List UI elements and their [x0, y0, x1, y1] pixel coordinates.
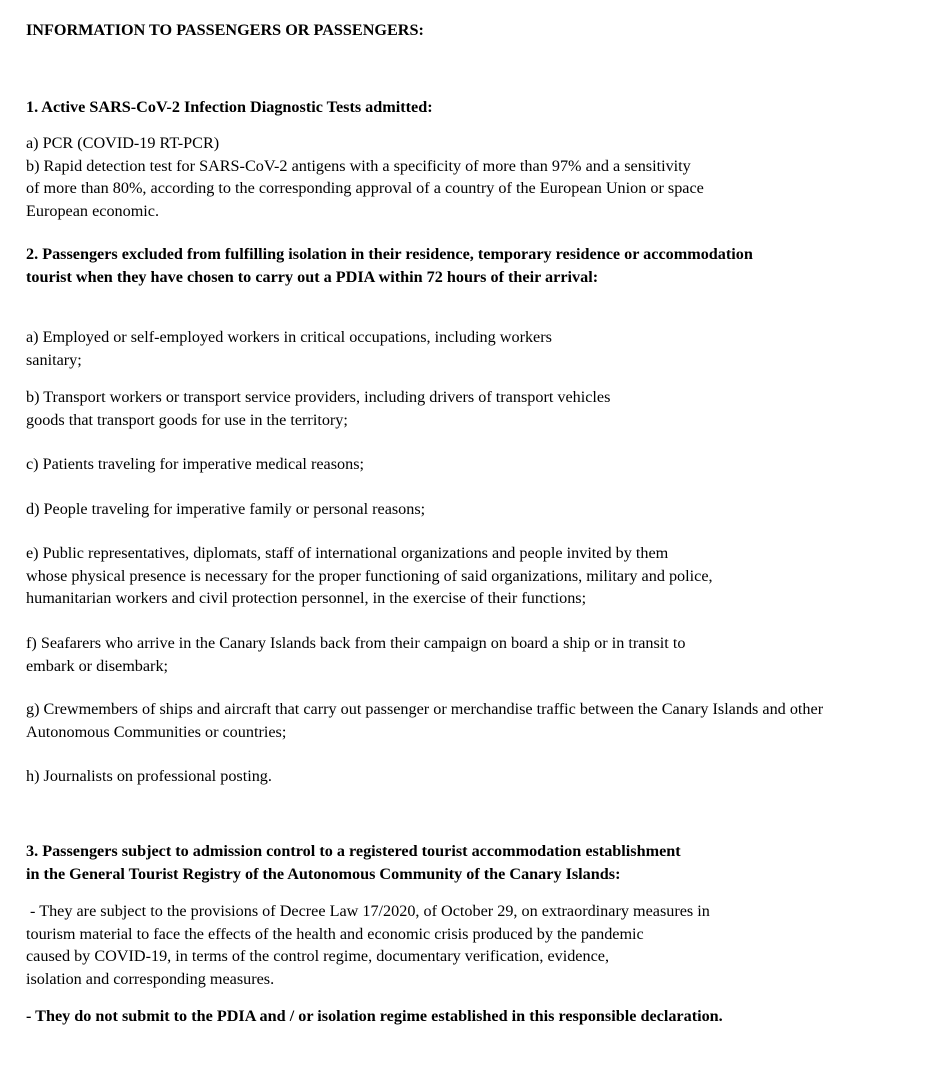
text-line: INFORMATION TO PASSENGERS OR PASSENGERS:: [26, 21, 424, 39]
section-1-items: [26, 132, 704, 222]
section-2-item-a: [26, 326, 552, 371]
text-line: caused by COVID-19, in terms of the control regime, documentary verification, evidence,: [26, 947, 610, 966]
text-line: Autonomous Communities or countries;: [26, 722, 287, 741]
text-line: e) Public representatives, diplomats, staff of international organizations and people invited by them: [26, 544, 669, 562]
section-2-item-h: [26, 765, 272, 788]
text-line: a) Employed or self-employed workers in critical occupations, including workers: [26, 328, 552, 346]
text-line: sanitary;: [26, 350, 82, 369]
text-line: goods that transport goods for use in the territory;: [26, 410, 348, 429]
text-line: g) Crewmembers of ships and aircraft that carry out passenger or merchandise traffic between the Canary Islands and other: [26, 700, 824, 718]
section-2-item-e: [26, 542, 713, 610]
section-2-item-g: [26, 698, 823, 743]
section-2-item-c: [26, 453, 364, 476]
section-2-item-d: [26, 498, 425, 521]
text-line: humanitarian workers and civil protection personnel, in the exercise of their functions;: [26, 589, 587, 608]
text-line: d) People traveling for imperative family or personal reasons;: [26, 500, 426, 518]
section-3-heading: [26, 840, 681, 885]
section-1-heading: [26, 96, 433, 119]
text-line: isolation and corresponding measures.: [26, 969, 275, 988]
title: [26, 19, 424, 42]
text-line: - They are subject to the provisions of Decree Law 17/2020, of October 29, on extraordinary measures in: [26, 902, 710, 920]
text-line: of more than 80%, according to the corresponding approval of a country of the European Union or space: [26, 179, 704, 198]
text-line: 3. Passengers subject to admission control to a registered tourist accommodation establishment: [26, 842, 681, 860]
section-2-heading: [26, 243, 753, 288]
text-line: b) Transport workers or transport service providers, including drivers of transport vehicles: [26, 388, 611, 406]
section-3-item-1: [26, 900, 710, 990]
text-line: 1. Active SARS-CoV-2 Infection Diagnostic Tests admitted:: [26, 98, 433, 116]
text-line: embark or disembark;: [26, 656, 169, 675]
text-line: - They do not submit to the PDIA and / or isolation regime established in this responsible declaration.: [26, 1007, 723, 1025]
text-line: f) Seafarers who arrive in the Canary Islands back from their campaign on board a ship or in transit to: [26, 634, 686, 652]
section-3-item-2: [26, 1005, 723, 1028]
text-line: a) PCR (COVID-19 RT-PCR): [26, 134, 220, 152]
text-line: 2. Passengers excluded from fulfilling isolation in their residence, temporary residence or accommodation: [26, 245, 753, 263]
text-line: tourism material to face the effects of the health and economic crisis produced by the pandemic: [26, 924, 644, 943]
section-2-item-f: [26, 632, 685, 677]
text-line: tourist when they have chosen to carry out a PDIA within 72 hours of their arrival:: [26, 267, 599, 286]
text-line: b) Rapid detection test for SARS-CoV-2 antigens with a specificity of more than 97% and a sensitivity: [26, 156, 691, 175]
text-line: European economic.: [26, 201, 160, 220]
text-line: c) Patients traveling for imperative medical reasons;: [26, 455, 365, 473]
section-2-item-b: [26, 386, 610, 431]
text-line: in the General Tourist Registry of the Autonomous Community of the Canary Islands:: [26, 864, 621, 883]
text-line: h) Journalists on professional posting.: [26, 767, 272, 785]
text-line: whose physical presence is necessary for the proper functioning of said organizations, military and police,: [26, 566, 713, 585]
